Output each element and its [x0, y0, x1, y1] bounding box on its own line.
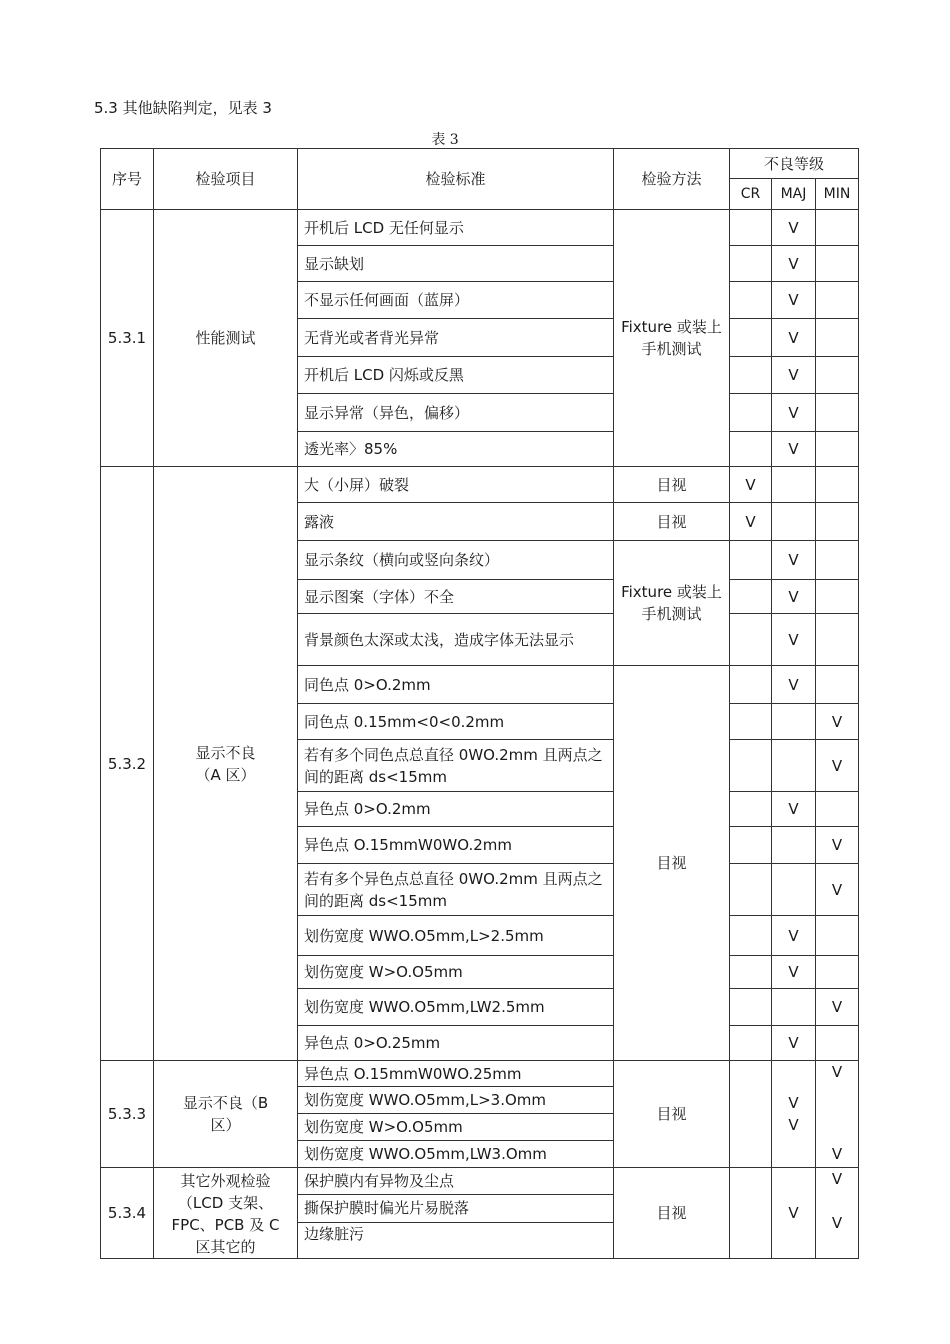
standard-cell: 边缘脏污: [298, 1222, 614, 1249]
maj-mark: V: [772, 1168, 816, 1259]
maj-mark: V: [772, 666, 816, 704]
standard-cell: 异色点 0>O.25mm: [298, 1026, 614, 1061]
maj-mark: V: [772, 357, 816, 394]
table-row: [101, 1061, 859, 1087]
item-cell: [154, 1168, 298, 1259]
maj-mark: V: [772, 916, 816, 956]
standard-cell: 背景颜色太深或太浅，造成字体无法显示: [298, 614, 614, 666]
min-mark: V: [816, 989, 859, 1026]
method-cell: Fixture 或装上手机测试: [614, 210, 730, 467]
maj-mark: V: [772, 1026, 816, 1061]
method-cell: 目视: [614, 503, 730, 541]
maj-mark: V: [788, 1116, 799, 1134]
header-min: MIN: [816, 179, 859, 210]
min-mark: V: [816, 740, 859, 792]
standard-cell: 撕保护膜时偏光片易脱落: [298, 1195, 614, 1222]
method-cell: 目视: [614, 467, 730, 503]
standard-cell: 开机后 LCD 无任何显示: [298, 210, 614, 246]
table-row: [101, 210, 859, 246]
defect-table: [100, 148, 859, 1259]
table-row: [101, 467, 859, 503]
header-standard: 检验标准: [298, 149, 614, 210]
standard-cell: 划伤宽度 WWO.O5mm,L>3.Omm: [298, 1087, 614, 1114]
method-cell: 目视: [614, 1168, 730, 1259]
standard-cell: 划伤宽度 W>O.O5mm: [298, 956, 614, 989]
standard-cell: 异色点 O.15mmW0WO.2mm: [298, 827, 614, 864]
standard-cell: 不显示任何画面（蓝屏）: [298, 282, 614, 319]
table-caption: 表 3: [431, 132, 459, 148]
standard-cell: 划伤宽度 WWO.O5mm,LW3.Omm: [298, 1141, 614, 1168]
standard-cell: 露液: [298, 503, 614, 541]
maj-mark: V: [772, 319, 816, 357]
standard-cell: 若有多个同色点总直径 0WO.2mm 且两点之间的距离 ds<15mm: [298, 740, 614, 792]
header-item: 检验项目: [154, 149, 298, 210]
standard-cell: 划伤宽度 WWO.O5mm,LW2.5mm: [298, 989, 614, 1026]
maj-marks: [772, 1061, 816, 1168]
method-cell: 目视: [614, 1061, 730, 1168]
method-cell: 目视: [614, 666, 730, 1061]
table-row: [101, 1168, 859, 1195]
min-mark: V: [831, 1145, 843, 1163]
standard-cell: 无背光或者背光异常: [298, 319, 614, 357]
standard-cell: 若有多个异色点总直径 0WO.2mm 且两点之间的距离 ds<15mm: [298, 864, 614, 916]
cr-mark: V: [730, 467, 772, 503]
min-marks: [816, 1168, 859, 1259]
header-seq: 序号: [101, 149, 154, 210]
maj-mark: V: [772, 282, 816, 319]
seq-cell: 5.3.2: [101, 467, 154, 1061]
seq-cell: 5.3.3: [101, 1061, 154, 1168]
standard-cell: 大（小屏）破裂: [298, 467, 614, 503]
item-cell: 显示不良（B 区）: [154, 1061, 298, 1168]
maj-mark: V: [772, 432, 816, 467]
seq-cell: 5.3.4: [101, 1168, 154, 1259]
min-mark: V: [816, 704, 859, 740]
standard-cell: 同色点 0.15mm<0<0.2mm: [298, 704, 614, 740]
maj-mark: V: [772, 614, 816, 666]
standard-cell: 划伤宽度 W>O.O5mm: [298, 1114, 614, 1141]
standard-cell: 划伤宽度 WWO.O5mm,L>2.5mm: [298, 916, 614, 956]
maj-mark: V: [772, 210, 816, 246]
cr-mark: V: [730, 503, 772, 541]
standard-cell: 透光率〉85%: [298, 432, 614, 467]
header-cr: CR: [730, 179, 772, 210]
header-grade: 不良等级: [730, 149, 859, 179]
maj-mark: V: [772, 541, 816, 580]
min-mark: V: [816, 827, 859, 864]
min-marks: [816, 1061, 859, 1168]
standard-cell: 保护膜内有异物及尘点: [298, 1168, 614, 1195]
min-mark: V: [831, 1214, 843, 1232]
item-cell: 性能测试: [154, 210, 298, 467]
min-mark: V: [831, 1170, 843, 1188]
item-text: 其它外观检验（LCD 支架、FPC、PCB 及 C 区其它的: [171, 1172, 280, 1256]
min-mark: V: [831, 1063, 843, 1081]
method-cell: Fixture 或装上手机测试: [614, 541, 730, 666]
seq-cell: 5.3.1: [101, 210, 154, 467]
maj-mark: V: [772, 792, 816, 827]
maj-mark: V: [772, 246, 816, 282]
standard-cell: 异色点 0>O.2mm: [298, 792, 614, 827]
standard-cell: 显示图案（字体）不全: [298, 580, 614, 614]
header-method: 检验方法: [614, 149, 730, 210]
maj-mark: V: [772, 956, 816, 989]
standard-cell: 开机后 LCD 闪烁或反黑: [298, 357, 614, 394]
maj-mark: V: [772, 394, 816, 432]
min-mark: V: [816, 864, 859, 916]
standard-cell: 同色点 0>O.2mm: [298, 666, 614, 704]
item-cell: 显示不良（A 区）: [154, 467, 298, 1061]
maj-mark: V: [788, 1094, 799, 1112]
standard-cell: 显示条纹（横向或竖向条纹）: [298, 541, 614, 580]
section-heading: 5.3 其他缺陷判定，见表 3: [94, 99, 272, 117]
standard-cell: 异色点 O.15mmW0WO.25mm: [298, 1061, 614, 1087]
maj-mark: V: [772, 580, 816, 614]
standard-cell: 显示缺划: [298, 246, 614, 282]
standard-cell: 显示异常（异色，偏移）: [298, 394, 614, 432]
header-maj: MAJ: [772, 179, 816, 210]
